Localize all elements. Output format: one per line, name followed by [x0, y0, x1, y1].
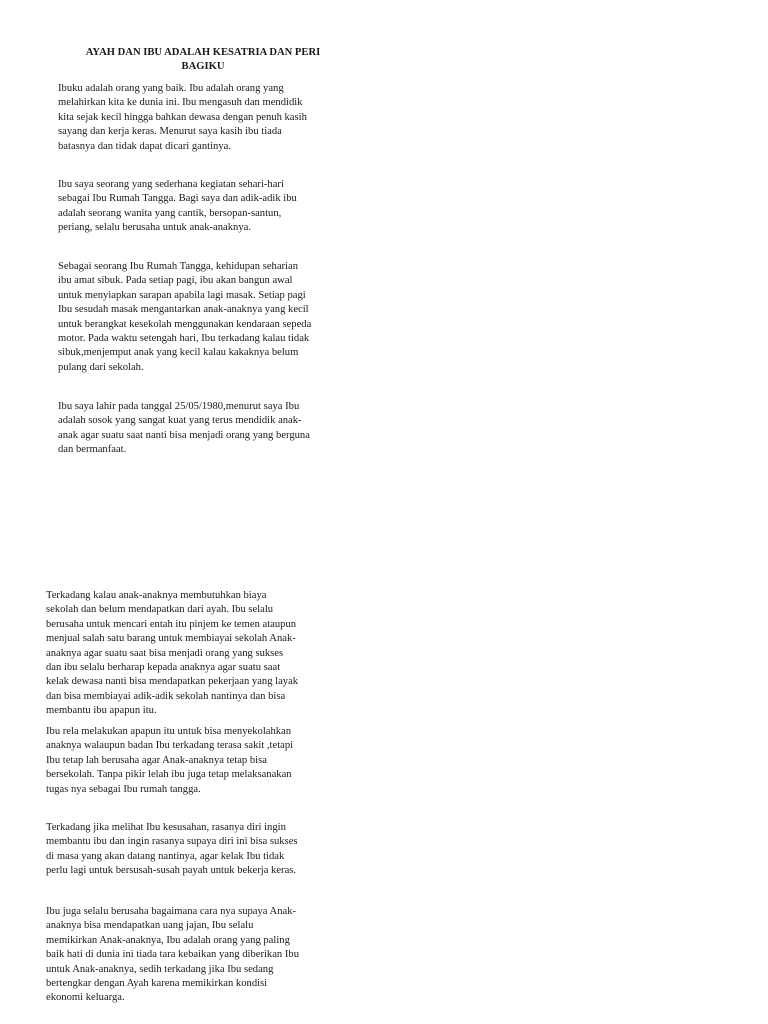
paragraph-7: Terkadang jika melihat Ibu kesusahan, rasanya diri ingin membantu ibu dan ingin rasanya supaya diri ini bisa sukses di masa yang akan datang nantinya, agar kelak Ibu tidak perlu lagi untuk bersusah-susah payah untuk bekerja keras.	[46, 822, 298, 877]
paragraph-3: Sebagai seorang Ibu Rumah Tangga, kehidupan seharian ibu amat sibuk. Pada setiap pagi, ibu akan bangun awal untuk menyiapkan sarapan apabila lagi masak. Setiap pagi Ibu sesudah masak mengantarkan anak-anaknya yang kecil untuk berangkat kesekolah menggunakan kendaraan sepeda motor. Pada waktu setengah hari, Ibu terkadang kalau tidak sibuk,menjemput anak yang kecil kalau kakaknya belum pulang dari sekolah.	[58, 261, 312, 373]
paragraph-1: Ibuku adalah orang yang baik. Ibu adalah orang yang melahirkan kita ke dunia ini. Ibu mengasuh dan mendidik kita sejak kecil hingga bahkan dewasa dengan penuh kasih sayang dan kerja keras. Menurut saya kasih ibu tiada batasnya dan tidak dapat dicari gantinya.	[58, 83, 307, 152]
paragraph-6: Ibu rela melakukan apapun itu untuk bisa menyekolahkan anaknya walaupun badan Ibu terkadang terasa sakit ,tetapi Ibu tetap lah berusaha agar Anak-anaknya tetap bisa bersekolah. Tanpa pikir lelah ibu juga tetap melaksanakan tugas nya sebagai Ibu rumah tangga.	[46, 726, 294, 795]
paragraph-4: Ibu saya lahir pada tanggal 25/05/1980,menurut saya Ibu adalah sosok yang sangat kuat yang terus mendidik anak- anak agar suatu saat nanti bisa menjadi orang yang berguna dan bermanfaat.	[58, 401, 310, 456]
paragraph-2: Ibu saya seorang yang sederhana kegiatan sehari-hari sebagai Ibu Rumah Tangga. Bagi saya dan adik-adik ibu adalah seorang wanita yang cantik, bersopan-santun, periang, selalu berusaha untuk anak-anaknya.	[58, 179, 297, 234]
document-title: AYAH DAN IBU ADALAH KESATRIA DAN PERI BAGIKU	[85, 47, 321, 73]
paragraph-5: Terkadang kalau anak-anaknya membutuhkan biaya sekolah dan belum mendapatkan dari ayah. Ibu selalu berusaha untuk mencari entah itu pinjem ke temen ataupun menjual salah satu barang untuk membiayai sekolah Anak- anaknya agar suatu saat bisa menjadi orang yang sukses dan ibu selalu berharap kepada anaknya agar suatu saat kelak dewasa nanti bisa mendapatkan pekerjaan yang layak dan bisa membiayai adik-adik sekolah nantinya dan bisa membantu ibu apapun itu.	[46, 590, 299, 717]
paragraph-8: Ibu juga selalu berusaha bagaimana cara nya supaya Anak- anaknya bisa mendapatkan uang jajan, Ibu selalu memikirkan Anak-anaknya, Ibu adalah orang yang paling baik hati di dunia ini tiada tara kebaikan yang diberikan Ibu untuk Anak-anaknya, sedih terkadang jika Ibu sedang bertengkar dengan Ayah karena memikirkan kondisi ekonomi keluarga.	[46, 906, 299, 1004]
